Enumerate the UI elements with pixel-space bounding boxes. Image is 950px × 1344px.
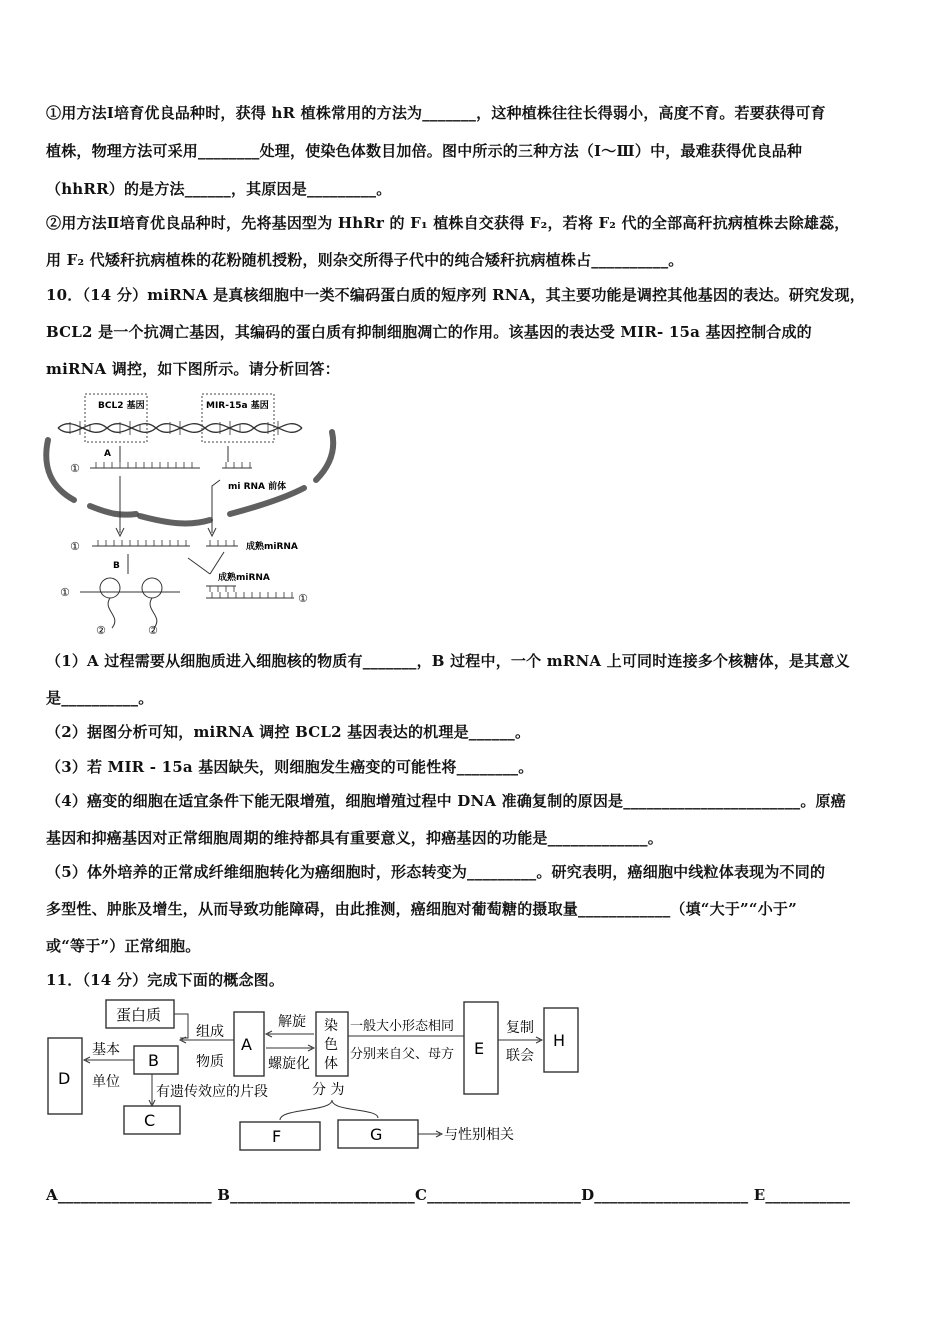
q10-sub5-c: 或“等于”）正常细胞。 xyxy=(46,937,201,955)
q10-sub3: （3）若 MIR - 15a 基因缺失，则细胞发生癌变的可能性将________。 xyxy=(46,758,534,776)
ribosome-1 xyxy=(100,578,120,598)
label-b: B xyxy=(113,561,120,571)
box-a-label: A xyxy=(241,1035,252,1054)
fragment-text: 有遗传效应的片段 xyxy=(156,1084,268,1100)
replicate-text: 复制 xyxy=(506,1020,534,1036)
q10-line1: 10．（14 分）miRNA 是真核细胞中一类不编码蛋白质的短序列 RNA，其主要功能是调控其他基因的表达。研究发现， xyxy=(46,286,865,304)
q10-sub5-a: （5）体外培养的正常成纤维细胞转化为癌细胞时，形态转变为_________。研究表明，癌细胞中线粒体表现为不同的 xyxy=(46,863,826,881)
associate-text: 联会 xyxy=(506,1048,534,1064)
circle-1d: ① xyxy=(298,592,308,605)
circle-1c: ① xyxy=(60,586,70,599)
brace-f-g xyxy=(280,1100,378,1120)
bound-mirna-bases xyxy=(210,586,234,592)
compose-text-1: 组成 xyxy=(196,1024,224,1040)
circle-1a: ① xyxy=(70,462,80,475)
basic-text-2: 单位 xyxy=(92,1074,120,1090)
circle-2a: ② xyxy=(96,624,106,637)
q9-line4: ②用方法Ⅱ培育优良品种时，先将基因型为 HhRr 的 F₁ 植株自交获得 F₂，若将 F₂ 代的全部高秆抗病植株去除雄蕊， xyxy=(46,214,850,232)
box-c-label: C xyxy=(144,1111,156,1130)
box-g-label: G xyxy=(370,1125,383,1144)
box-e-label: E xyxy=(474,1039,485,1058)
q10-sub1-b: 是__________。 xyxy=(46,689,154,707)
chromo-char-3: 体 xyxy=(324,1056,338,1072)
nuclear-envelope-left xyxy=(46,440,136,515)
precursor-label: mi RNA 前体 xyxy=(228,482,287,492)
mrna-bases-cyto xyxy=(98,540,186,546)
q9-line5: 用 F₂ 代矮秆抗病植株的花粉随机授粉，则杂交所得子代中的纯合矮秆抗病植株占__________。 xyxy=(46,251,684,269)
dna-rungs xyxy=(70,421,278,435)
label-a: A xyxy=(104,449,111,459)
circle-2b: ② xyxy=(148,624,158,637)
q10-sub2: （2）据图分析可知，miRNA 调控 BCL2 基因表达的机理是______。 xyxy=(46,723,531,741)
q11-title: 11．（14 分）完成下面的概念图。 xyxy=(46,971,285,989)
box-h-label: H xyxy=(553,1031,566,1050)
blocked-mrna-bases xyxy=(212,592,292,598)
box-f-label: F xyxy=(272,1127,282,1146)
mir15a-gene-label: MIR-15a 基因 xyxy=(206,401,269,411)
bcl2-gene-label: BCL2 基因 xyxy=(98,401,145,411)
mature-label-1: 成熟miRNA xyxy=(246,542,298,552)
chromo-char-2: 色 xyxy=(324,1037,338,1053)
same-text: 一般大小形态相同 xyxy=(350,1019,455,1034)
q11-answer-blanks: A____________________ B________________________C____________________D____________________ E___________ xyxy=(46,1186,851,1204)
unwind-text: 解旋 xyxy=(278,1014,306,1030)
precursor-bases xyxy=(226,462,250,468)
sex-text: 与性别相关 xyxy=(444,1127,514,1143)
arrow-binding-1 xyxy=(188,558,210,574)
q10-sub5-b: 多型性、肿胀及增生，从而导致功能障碍，由此推测，癌细胞对葡萄糖的摄取量____________（填“大于”“小于” xyxy=(46,900,797,918)
arrow-mirna-export xyxy=(212,480,220,533)
q9-line3: （hhRR）的是方法______，其原因是_________。 xyxy=(46,180,392,198)
polypeptide-1 xyxy=(108,598,115,628)
spiral-text: 螺旋化 xyxy=(268,1056,310,1072)
circle-1b: ① xyxy=(70,540,80,553)
line-protein-a xyxy=(174,1014,188,1038)
q10-line3: miRNA 调控，如下图所示。请分析回答： xyxy=(46,360,340,378)
q10-line2: BCL2 是一个抗凋亡基因，其编码的蛋白质有抑制细胞凋亡的作用。该基因的表达受 MIR- 15a 基因控制合成的 xyxy=(46,323,812,341)
nuclear-envelope-right xyxy=(140,432,333,523)
compose-text-2: 物质 xyxy=(196,1054,224,1070)
divide-text: 分 为 xyxy=(312,1082,345,1098)
box-b-label: B xyxy=(148,1051,159,1070)
mature-label-2: 成熟miRNA xyxy=(218,573,270,583)
q10-sub4-b: 基因和抑癌基因对正常细胞周期的维持都具有重要意义，抑癌基因的功能是_____________。 xyxy=(46,829,663,847)
box-d-label: D xyxy=(58,1069,71,1088)
protein-label: 蛋白质 xyxy=(116,1006,162,1024)
parents-text: 分别来自父、母方 xyxy=(350,1047,455,1062)
q9-line2: 植株，物理方法可采用________处理，使染色体数目加倍。图中所示的三种方法（Ⅰ～Ⅲ）中，最难获得优良品种 xyxy=(46,142,803,160)
ribosome-2 xyxy=(142,578,162,598)
concept-map-figure xyxy=(40,996,600,1156)
q10-sub4-a: （4）癌变的细胞在适宜条件下能无限增殖，细胞增殖过程中 DNA 准确复制的原因是_______________________。原癌 xyxy=(46,792,846,810)
chromo-char-1: 染 xyxy=(324,1018,338,1034)
mrna-bases-top xyxy=(96,462,192,468)
arrow-binding-2 xyxy=(210,552,224,574)
basic-text-1: 基本 xyxy=(92,1042,120,1058)
mirna-regulation-figure xyxy=(40,388,350,640)
q10-sub1-a: （1）A 过程需要从细胞质进入细胞核的物质有_______，B 过程中，一个 mRNA 上可同时连接多个核糖体，是其意义 xyxy=(46,652,850,670)
mature-mirna-bases xyxy=(210,540,234,546)
q9-line1: ①用方法Ⅰ培育优良品种时，获得 hR 植株常用的方法为_______，这种植株往往长得弱小，高度不育。若要获得可育 xyxy=(46,104,826,122)
